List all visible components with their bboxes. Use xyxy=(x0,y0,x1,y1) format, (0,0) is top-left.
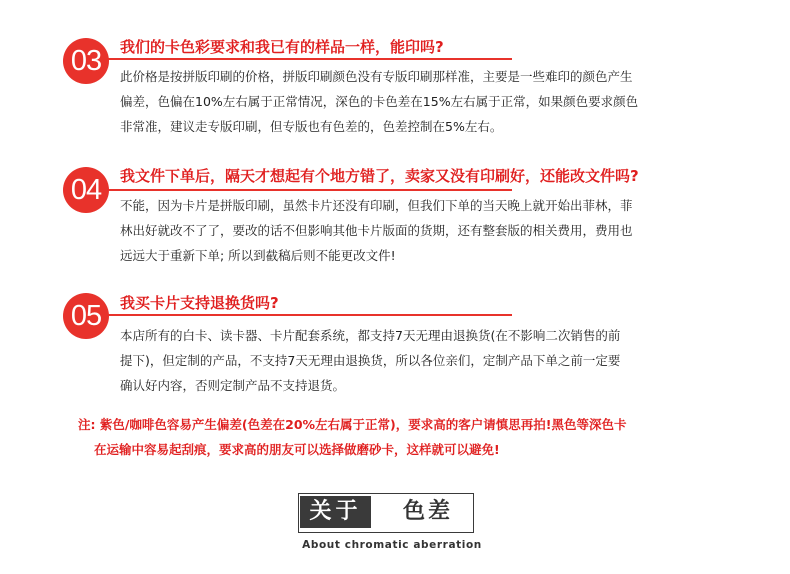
question-underline xyxy=(108,189,512,191)
answer-line: 不能，因为卡片是拼版印刷，虽然卡片还没有印刷，但我们下单的当天晚上就开始出菲林，菲 xyxy=(120,198,633,213)
note-line-2: 在运输中容易起刮痕，要求高的朋友可以选择做磨砂卡，这样就可以避免! xyxy=(94,442,500,457)
number-badge-04: 04 xyxy=(63,167,109,213)
answer-line: 偏差，色偏在10%左右属于正常情况，深色的卡色差在15%左右属于正常，如果颜色要求颜色 xyxy=(120,94,639,109)
color-note xyxy=(78,412,738,462)
logo-subtitle: About chromatic aberration xyxy=(302,539,482,551)
answer-04 xyxy=(120,193,720,268)
answer-05 xyxy=(120,323,720,398)
answer-line: 林出好就改不了了，要改的话不但影响其他卡片版面的货期，还有整套版的相关费用，费用也 xyxy=(120,223,633,238)
number-badge-03: 03 xyxy=(63,38,109,84)
logo-dark-text: 关于 xyxy=(300,496,371,528)
footer-logo xyxy=(296,493,494,563)
answer-03 xyxy=(120,64,720,139)
answer-line: 确认好内容，否则定制产品不支持退货。 xyxy=(120,378,346,393)
question-04: 我文件下单后，隔天才想起有个地方错了，卖家又没有印刷好，还能改文件吗? xyxy=(120,167,639,185)
number-badge-05: 05 xyxy=(63,293,109,339)
answer-line: 本店所有的白卡、读卡器、卡片配套系统，都支持7天无理由退换货(在不影响二次销售的前 xyxy=(120,328,621,343)
answer-line: 非常准，建议走专版印刷，但专版也有色差的，色差控制在5%左右。 xyxy=(120,119,503,134)
note-line-1: 注: 紫色/咖啡色容易产生偏差(色差在20%左右属于正常)，要求高的客户请慎思再拍!黑色等深色卡 xyxy=(78,417,627,432)
question-03: 我们的卡色彩要求和我已有的样品一样，能印吗? xyxy=(120,38,444,56)
question-underline xyxy=(108,58,512,60)
question-05: 我买卡片支持退换货吗? xyxy=(120,294,279,312)
question-underline xyxy=(108,314,512,316)
answer-line: 远远大于重新下单; 所以到截稿后则不能更改文件! xyxy=(120,248,396,263)
answer-line: 提下)，但定制的产品，不支持7天无理由退换货，所以各位亲们，定制产品下单之前一定要 xyxy=(120,353,621,368)
logo-light-text: 色差 xyxy=(402,499,453,524)
answer-line: 此价格是按拼版印刷的价格，拼版印刷颜色没有专版印刷那样准，主要是一些难印的颜色产生 xyxy=(120,69,633,84)
